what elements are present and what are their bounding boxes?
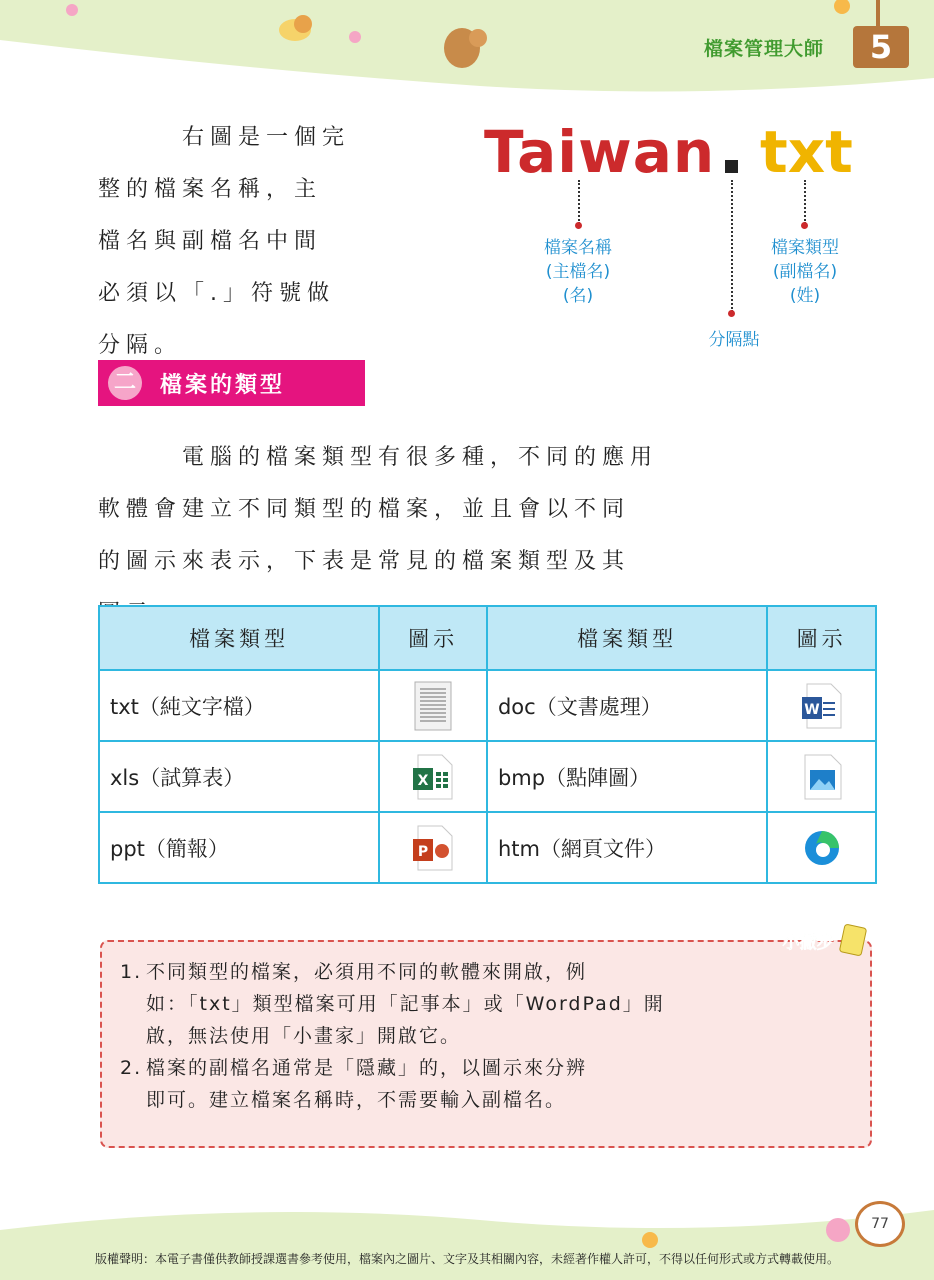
pointer-pin-ext bbox=[801, 222, 808, 229]
section-heading bbox=[98, 360, 365, 406]
tip-item bbox=[120, 1052, 860, 1116]
table-header-cell: 圖示 bbox=[767, 606, 876, 670]
label-line: (姓) bbox=[789, 286, 821, 306]
chapter-number: 5 bbox=[853, 26, 909, 68]
filename-main-text: Taiwan bbox=[484, 118, 716, 186]
table-row bbox=[99, 670, 876, 741]
body-line: 軟體會建立不同類型的檔案，並且會以不同 bbox=[98, 497, 631, 522]
tip-number: 2. bbox=[120, 1057, 143, 1079]
table-row bbox=[99, 741, 876, 812]
label-filename-main bbox=[508, 236, 648, 308]
icon-cell bbox=[767, 812, 876, 883]
icon-cell bbox=[379, 741, 487, 812]
label-line: 檔案名稱 bbox=[544, 238, 612, 258]
table-row bbox=[99, 812, 876, 883]
label-separator-dot: 分隔點 bbox=[708, 330, 760, 350]
tip-item bbox=[120, 956, 860, 1052]
excel-icon bbox=[412, 754, 454, 800]
intro-line: 分隔。 bbox=[98, 333, 183, 358]
intro-line: 整的檔案名稱，主 bbox=[98, 177, 323, 202]
word-icon bbox=[801, 683, 843, 729]
svg-text:X: X bbox=[417, 772, 429, 789]
body-line: 的圖示來表示，下表是常見的檔案類型及其 bbox=[98, 549, 631, 574]
intro-paragraph bbox=[98, 112, 443, 372]
intro-line: 必須以「.」符號做 bbox=[98, 281, 335, 306]
image-icon bbox=[801, 754, 843, 800]
label-line: 檔案類型 bbox=[771, 238, 839, 258]
tip-list bbox=[120, 956, 860, 1116]
icon-cell bbox=[767, 741, 876, 812]
edge-icon bbox=[802, 828, 842, 868]
tip-line: 如：「txt」類型檔案可用「記事本」或「WordPad」開 bbox=[146, 993, 665, 1015]
file-type-cell: htm（網頁文件） bbox=[487, 812, 767, 883]
tip-badge-label: 小撇步 bbox=[782, 933, 834, 953]
table-header-cell: 圖示 bbox=[379, 606, 487, 670]
chapter-title: 檔案管理大師 bbox=[703, 38, 824, 60]
copyright-notice: 版權聲明：本電子書僅供教師授課選書參考使用，檔案內之圖片、文字及其相關內容，未經著作權人許可，不得以任何形式或方式轉載使用。 bbox=[94, 1252, 839, 1266]
text-file-icon bbox=[414, 681, 452, 731]
powerpoint-icon bbox=[412, 825, 454, 871]
body-line: 電腦的檔案類型有很多種，不同的應用 bbox=[182, 445, 659, 470]
label-line: (副檔名) bbox=[772, 262, 838, 282]
label-filename-ext bbox=[740, 236, 870, 308]
pointer-line-ext bbox=[804, 180, 806, 224]
tip-badge bbox=[772, 924, 868, 958]
intro-line: 右圖是一個完 bbox=[182, 125, 351, 150]
label-line: (名) bbox=[562, 286, 594, 306]
filename-dot bbox=[725, 160, 738, 173]
page-number: 77 bbox=[855, 1201, 905, 1247]
pointer-line-dot bbox=[731, 180, 733, 312]
tip-number: 1. bbox=[120, 961, 143, 983]
tip-line: 檔案的副檔名通常是「隱藏」的，以圖示來分辨 bbox=[146, 1057, 588, 1079]
section-badge: 二 bbox=[108, 366, 142, 400]
icon-cell bbox=[379, 812, 487, 883]
file-type-cell: ppt（簡報） bbox=[99, 812, 379, 883]
file-type-table bbox=[98, 605, 877, 884]
table-header-cell: 檔案類型 bbox=[99, 606, 379, 670]
svg-text:W: W bbox=[803, 701, 820, 718]
svg-text:P: P bbox=[417, 843, 429, 860]
table-header-row bbox=[99, 606, 876, 670]
icon-cell bbox=[767, 670, 876, 741]
icon-cell bbox=[379, 670, 487, 741]
tip-line: 即可。建立檔案名稱時，不需要輸入副檔名。 bbox=[146, 1089, 567, 1111]
tip-line: 啟，無法使用「小畫家」開啟它。 bbox=[146, 1025, 462, 1047]
file-type-cell: bmp（點陣圖） bbox=[487, 741, 767, 812]
pointer-pin-main bbox=[575, 222, 582, 229]
section-title: 檔案的類型 bbox=[160, 373, 286, 398]
tip-line: 不同類型的檔案，必須用不同的軟體來開啟，例 bbox=[146, 961, 588, 983]
label-line: (主檔名) bbox=[545, 262, 611, 282]
filename-extension-text: txt bbox=[760, 118, 853, 186]
pointer-line-main bbox=[578, 180, 580, 224]
pointer-pin-dot bbox=[728, 310, 735, 317]
file-type-cell: doc（文書處理） bbox=[487, 670, 767, 741]
file-type-cell: xls（試算表） bbox=[99, 741, 379, 812]
file-type-cell: txt（純文字檔） bbox=[99, 670, 379, 741]
intro-line: 檔名與副檔名中間 bbox=[98, 229, 323, 254]
table-header-cell: 檔案類型 bbox=[487, 606, 767, 670]
